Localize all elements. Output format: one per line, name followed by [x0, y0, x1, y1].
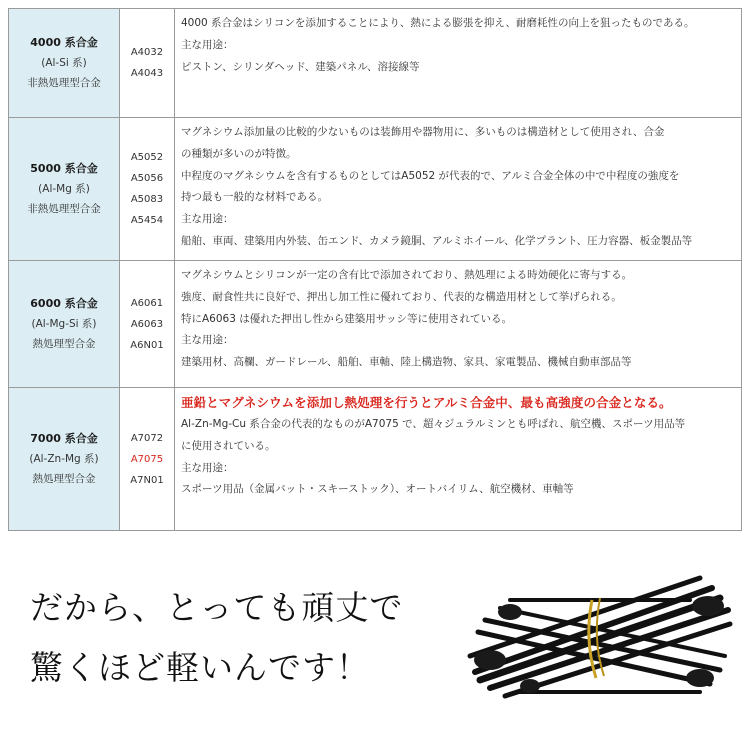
series-treatment: 熱処理型合金: [32, 473, 96, 485]
description-line: の種類が多いのが特徴。: [181, 147, 297, 160]
usage-list: ピストン、シリンダヘッド、建築パネル、溶接線等: [181, 60, 420, 73]
series-composition: (Al-Mg-Si 系): [31, 318, 97, 330]
usage-list: 船舶、車両、建築用内外装、缶エンド、カメラ鏡胴、アルミホイール、化学プラント、圧力容器、板金製品等: [181, 234, 693, 247]
series-treatment: 熱処理型合金: [32, 338, 96, 350]
grade: A4032: [130, 47, 164, 58]
grade: A5083: [130, 194, 164, 205]
series-cell: [8, 118, 120, 260]
usage-heading: 主な用途：: [181, 461, 234, 474]
description-line: 中程度のマグネシウムを含有するものとしてはA5052 が代表的で、アルミ合金全体の中で中程度の強度を: [181, 169, 680, 182]
grade: A6063: [130, 318, 164, 330]
grade-cell: [120, 261, 175, 387]
table-row: [8, 261, 742, 388]
description-cell: [175, 9, 742, 117]
grade: A6N01: [130, 339, 164, 351]
series-composition: (Al-Mg 系): [38, 183, 90, 195]
description-line: 特にA6063 は優れた押出し性から建築用サッシ等に使用されている。: [181, 312, 513, 325]
grade: A7072: [130, 432, 164, 444]
description-line: マグネシウム添加量の比較的少ないものは装飾用や器物用に、多いものは構造材として使用され、合金: [181, 126, 665, 138]
description-line: に使用されている。: [181, 439, 276, 452]
grade-cell: [120, 388, 175, 530]
grade-cell: [120, 118, 175, 260]
description-line: Al-Zn-Mg-Cu 系合金の代表的なものがA7075 で、超々ジュラルミンとも呼ばれ、航空機、スポーツ用品等: [181, 418, 686, 430]
table-row: [8, 9, 742, 118]
series-composition: (Al-Si 系): [41, 57, 87, 69]
description-line: 4000 系合金はシリコンを添加することにより、熱による膨張を抑え、耐磨耗性の向上を狙ったものである。: [181, 17, 695, 29]
series-name: 7000 系合金: [30, 432, 98, 445]
table-row: [8, 118, 742, 261]
description-cell: [175, 118, 742, 260]
series-name: 6000 系合金: [30, 297, 98, 310]
description-cell: [175, 388, 742, 530]
series-treatment: 非熱処理型合金: [27, 77, 101, 89]
usage-list: 建築用材、高欄、ガードレール、船舶、車軸、陸上構造物、家具、家電製品、機械自動車部品等: [181, 356, 632, 369]
table-row: [8, 388, 742, 531]
series-cell: [8, 9, 120, 117]
highlight-line: 亜鉛とマグネシウムを添加し熱処理を行うとアルミ合金中、最も高強度の合金となる。: [181, 395, 672, 410]
catch-line-1: だから、とっても頑丈で: [30, 588, 404, 627]
grade: A5056: [130, 173, 164, 184]
alloy-table: [8, 8, 742, 531]
description-line: マグネシウムとシリコンが一定の含有比で添加されており、熱処理による時効硬化に寄与する。: [181, 269, 633, 281]
usage-heading: 主な用途：: [181, 334, 234, 347]
grade-cell: [120, 9, 175, 117]
grade: A4043: [130, 68, 164, 79]
grade: A6061: [130, 297, 164, 309]
grade: A5454: [130, 215, 164, 226]
description-cell: [175, 261, 742, 387]
series-cell: [8, 261, 120, 387]
description-line: 持つ最も一般的な材料である。: [181, 191, 328, 204]
folded-frame-photo: [450, 560, 740, 710]
series-treatment: 非熱処理型合金: [27, 203, 101, 215]
grade: A7N01: [130, 474, 164, 486]
usage-heading: 主な用途：: [181, 213, 234, 226]
grade: A5052: [130, 152, 164, 163]
catchphrase: [30, 578, 403, 698]
catch-line-2: 驚くほど軽いんです！: [30, 648, 370, 687]
grade-highlighted: A7075: [130, 453, 164, 465]
usage-list: スポーツ用品（金属バット・スキーストック）、オートバイリム、航空機材、車軸等: [181, 483, 574, 496]
usage-heading: 主な用途：: [181, 38, 234, 51]
series-name: 5000 系合金: [30, 162, 98, 175]
series-cell: [8, 388, 120, 530]
description-line: 強度、耐食性共に良好で、押出し加工性に優れており、代表的な構造用材として挙げられる。: [181, 290, 622, 303]
series-composition: (Al-Zn-Mg 系): [29, 453, 99, 465]
series-name: 4000 系合金: [30, 36, 98, 49]
